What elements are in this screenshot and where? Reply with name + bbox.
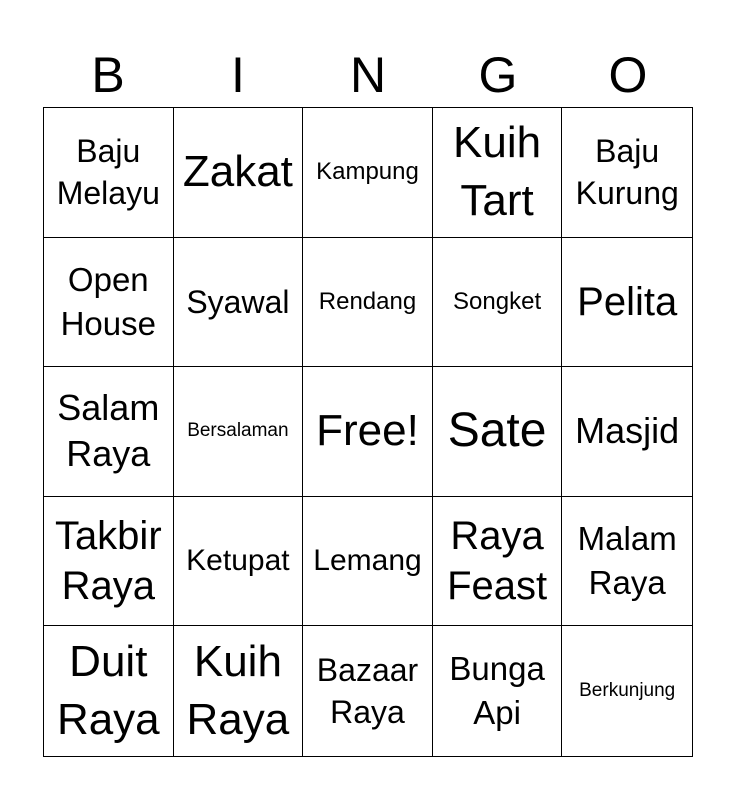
header-letter-i: I — [231, 47, 245, 103]
cell-label: Kuih Tart — [453, 118, 542, 226]
bingo-cell-r2c1[interactable] — [44, 238, 174, 368]
bingo-header — [43, 44, 693, 106]
bingo-cell-r3c5[interactable] — [562, 367, 692, 497]
bingo-cell-r5c3[interactable] — [303, 626, 433, 756]
bingo-cell-r1c4[interactable] — [433, 108, 563, 238]
cell-label: Kampung — [316, 158, 419, 186]
cell-label: Bunga Api — [449, 650, 545, 732]
cell-label: Rendang — [318, 287, 417, 315]
bingo-cell-r1c2[interactable] — [174, 108, 304, 238]
bingo-cell-r2c5[interactable] — [562, 238, 692, 368]
bingo-cell-r4c5[interactable] — [562, 497, 692, 627]
bingo-cell-r5c2[interactable] — [174, 626, 304, 756]
cell-label: Berkunjung — [579, 680, 676, 702]
bingo-cell-r4c1[interactable] — [44, 497, 174, 627]
cell-label: Pelita — [577, 279, 678, 324]
header-letter-o: O — [608, 47, 648, 103]
cell-label: Zakat — [182, 147, 293, 197]
cell-label: Masjid — [575, 410, 680, 452]
bingo-cell-r3c4[interactable] — [433, 367, 563, 497]
cell-label: Free! — [316, 406, 419, 456]
cell-label: Bazaar Raya — [316, 652, 419, 731]
cell-label: Raya Feast — [447, 514, 548, 609]
cell-label: Duit Raya — [56, 637, 160, 745]
bingo-cell-r3c2[interactable] — [174, 367, 304, 497]
cell-label: Salam Raya — [57, 387, 160, 475]
bingo-cell-r4c4[interactable] — [433, 497, 563, 627]
cell-label: Bersalaman — [187, 420, 289, 442]
cell-label: Ketupat — [186, 544, 290, 578]
header-letter-b: B — [91, 47, 125, 103]
bingo-cell-r1c1[interactable] — [44, 108, 174, 238]
cell-label: Lemang — [313, 544, 422, 578]
bingo-cell-r1c5[interactable] — [562, 108, 692, 238]
cell-label: Open House — [60, 260, 156, 342]
bingo-cell-r3c1[interactable] — [44, 367, 174, 497]
header-letter-n: N — [349, 47, 387, 103]
bingo-cell-r5c4[interactable] — [433, 626, 563, 756]
bingo-cell-r1c3[interactable] — [303, 108, 433, 238]
bingo-cell-r4c2[interactable] — [174, 497, 304, 627]
cell-label: Baju Melayu — [56, 133, 160, 212]
bingo-cell-r5c1[interactable] — [44, 626, 174, 756]
cell-label: Takbir Raya — [54, 514, 162, 609]
bingo-cell-r5c5[interactable] — [562, 626, 692, 756]
cell-label: Malam Raya — [577, 520, 677, 602]
cell-label: Baju Kurung — [575, 133, 679, 212]
bingo-cell-r3c3[interactable] — [303, 367, 433, 497]
bingo-cell-r2c4[interactable] — [433, 238, 563, 368]
cell-label: Songket — [453, 287, 542, 315]
cell-label: Sate — [447, 404, 547, 458]
cell-label: Kuih Raya — [186, 637, 290, 745]
header-letter-g: G — [478, 47, 518, 103]
bingo-board — [43, 107, 693, 757]
bingo-cell-r4c3[interactable] — [303, 497, 433, 627]
bingo-cell-r2c3[interactable] — [303, 238, 433, 368]
bingo-cell-r2c2[interactable] — [174, 238, 304, 368]
cell-label: Syawal — [186, 283, 290, 320]
